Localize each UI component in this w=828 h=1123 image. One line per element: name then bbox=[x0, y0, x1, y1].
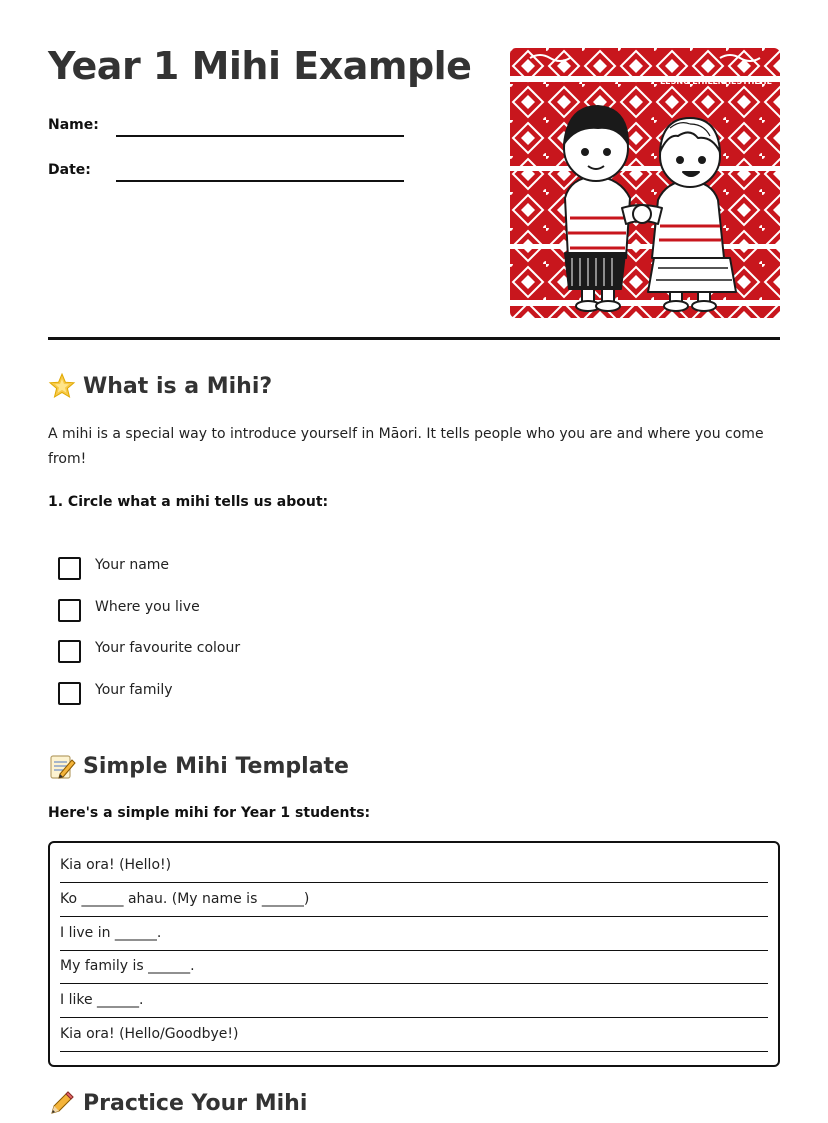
option-where-you-live[interactable] bbox=[58, 594, 358, 636]
hero-illustration bbox=[510, 48, 780, 318]
name-field[interactable] bbox=[48, 113, 408, 143]
template-subheading: Here's a simple mihi for Year 1 students: bbox=[48, 805, 371, 821]
template-line[interactable]: Ko ______ ahau. (My name is ______) bbox=[60, 885, 768, 917]
date-label: Date: bbox=[48, 162, 91, 178]
memo-icon bbox=[48, 752, 76, 780]
section-heading-what-is-mihi-text: What is a Mihi? bbox=[83, 373, 273, 399]
option-your-family[interactable] bbox=[58, 677, 358, 719]
section-heading-practice-text: Practice Your Mihi bbox=[83, 1090, 308, 1116]
name-label: Name: bbox=[48, 117, 99, 133]
mihi-options-list bbox=[58, 552, 358, 718]
template-line[interactable]: My family is ______. bbox=[60, 952, 768, 984]
section-heading-mihi-template bbox=[48, 752, 349, 780]
checkbox[interactable] bbox=[58, 640, 81, 663]
header-divider bbox=[48, 337, 780, 340]
intro-paragraph: A mihi is a special way to introduce yourself in Māori. It tells people who you are and where you come from! bbox=[48, 426, 764, 467]
option-label: Your name bbox=[95, 557, 170, 573]
option-your-name[interactable] bbox=[58, 552, 358, 594]
name-line[interactable] bbox=[116, 135, 404, 137]
checkbox[interactable] bbox=[58, 599, 81, 622]
glowing-star-icon bbox=[48, 372, 76, 400]
date-field[interactable] bbox=[48, 158, 408, 188]
template-line[interactable]: Kia ora! (Hello!) bbox=[60, 851, 768, 883]
option-label: Your family bbox=[95, 681, 173, 698]
page-title: Year 1 Mihi Example bbox=[48, 44, 472, 88]
checkbox[interactable] bbox=[58, 557, 81, 580]
checkbox[interactable] bbox=[58, 682, 81, 705]
option-label: Your favourite colour bbox=[95, 640, 241, 656]
option-favourite-colour[interactable] bbox=[58, 635, 358, 677]
section-heading-practice bbox=[48, 1089, 307, 1117]
mihi-template-box bbox=[48, 841, 780, 1067]
template-line[interactable]: I like ______. bbox=[60, 986, 768, 1018]
question-1: 1. Circle what a mihi tells us about: bbox=[48, 494, 329, 510]
section-heading-what-is-mihi bbox=[48, 372, 272, 400]
option-label: Where you live bbox=[95, 598, 200, 615]
section-heading-mihi-template-text: Simple Mihi Template bbox=[83, 753, 349, 779]
pencil-icon bbox=[48, 1089, 76, 1117]
template-line[interactable]: Kia ora! (Hello/Goodbye!) bbox=[60, 1020, 768, 1052]
date-line[interactable] bbox=[116, 180, 404, 182]
template-line[interactable]: I live in ______. bbox=[60, 919, 768, 951]
hero-banner-text: LESNU EHILLNHESTHEHE bbox=[660, 77, 773, 86]
